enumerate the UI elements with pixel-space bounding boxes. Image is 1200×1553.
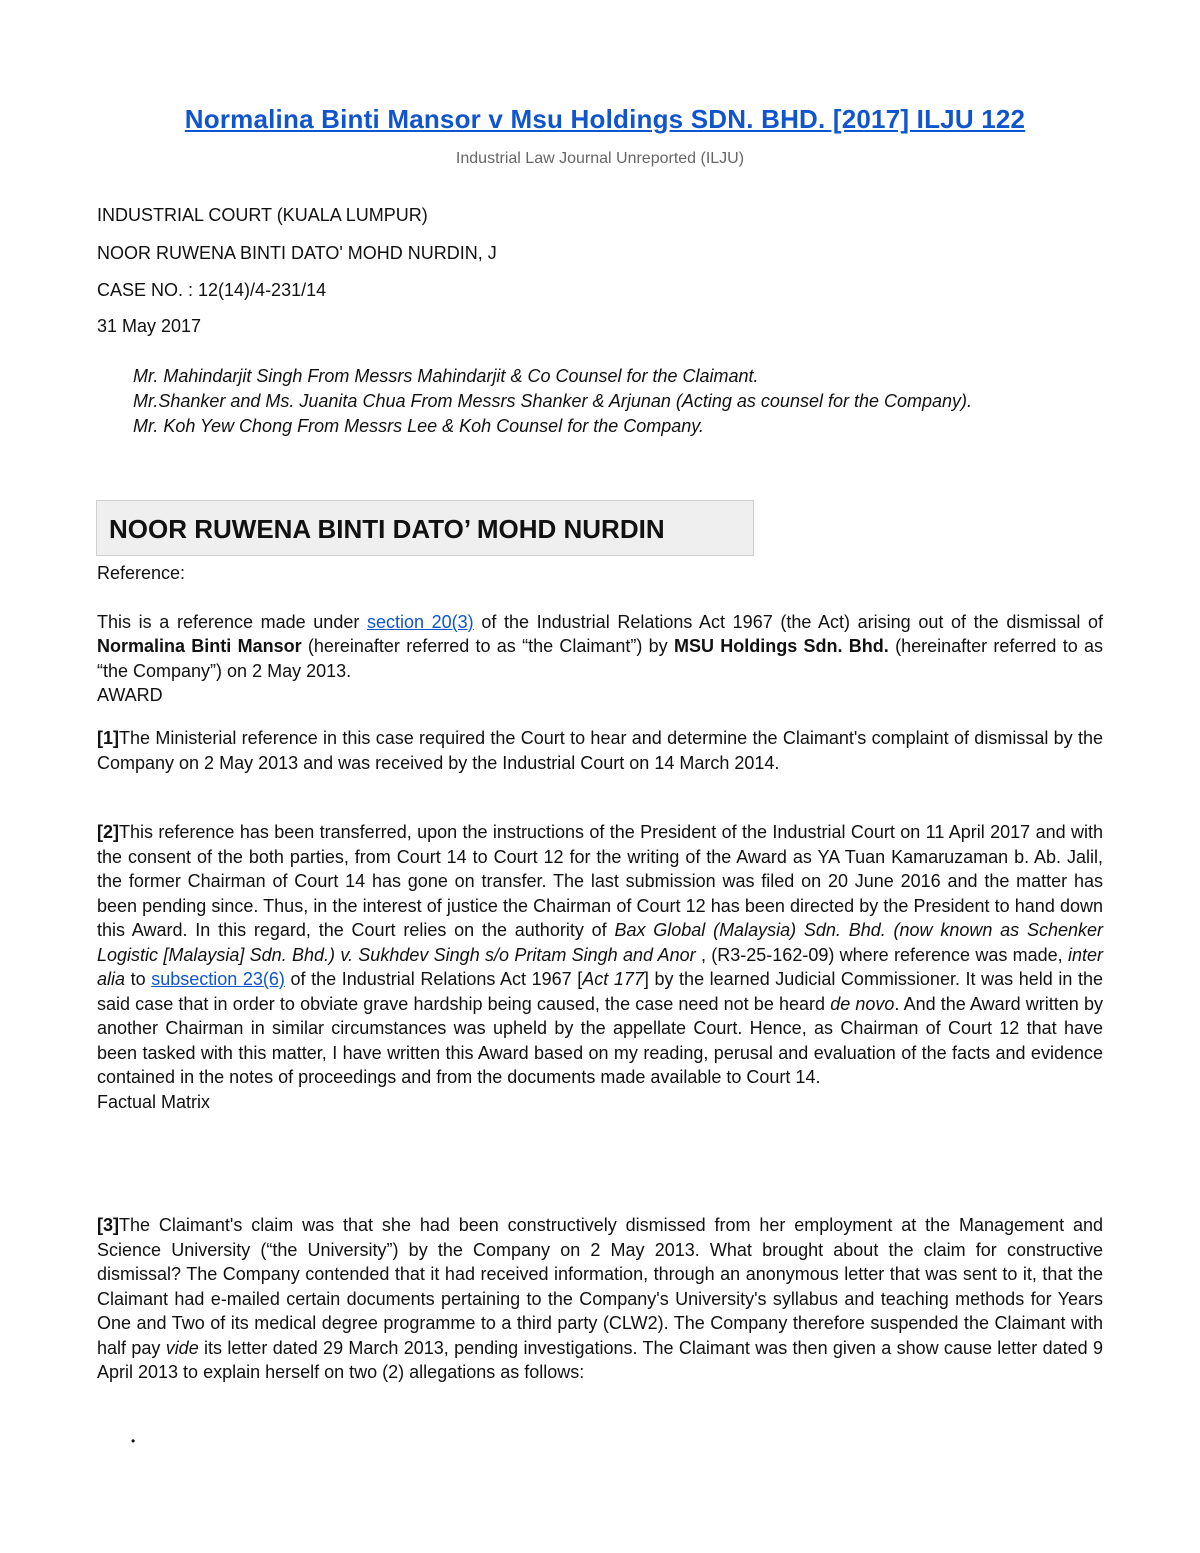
text: This reference has been transferred, upon the instructions of the President of the Industrial Court on 11 April 2017 and with the consent of the both parties, from Court 14 to Court 12 for the writing of the Award as YA Tuan Kamaruzaman b. Ab. Jalil, the former Chairman of Court 14 has gone on transfer. The last submission was filed on 20 June 2016 and the matter has been pending since. Thus, in the interest of justice the Chairman of Court 12 has been directed by the President to hand down this Award. In this regard, the Court relies on the authority of: [97, 822, 1103, 940]
counsel-company-1: Mr.Shanker and Ms. Juanita Chua From Messrs Shanker & Arjunan (Acting as counsel for the Company).: [133, 391, 973, 411]
award-label: AWARD: [97, 685, 163, 705]
text: of the Industrial Relations Act 1967 (the Act) arising out of the dismissal of: [473, 611, 1103, 632]
act-reference: Act 177: [582, 969, 644, 989]
journal-subtitle: Industrial Law Journal Unreported (ILJU): [455, 150, 745, 167]
section-heading-factual-matrix: Factual Matrix: [97, 1091, 211, 1112]
latin-term: vide: [165, 1337, 199, 1358]
latin-term: inter alia: [97, 944, 1103, 989]
subsection-23-6-link[interactable]: subsection 23(6): [151, 969, 285, 989]
text: . And the Award written by another Chairman in similar circumstances was upheld by the appellate Court. Hence, as Chairman of Court 12 that have been tasked with this matter, I have written this Award based on my reading, perusal and evaluation of the facts and evidence contained in the notes of proceedings and from the documents made available to Court 14.: [97, 993, 1103, 1087]
reference-label: Reference:: [97, 563, 186, 583]
text: ] by the learned Judicial Commissioner. It was held in the said case that in order to obviate grave hardship being caused, the case need not be heard: [97, 969, 1103, 1014]
judge-name: NOOR RUWENA BINTI DATO' MOHD NURDIN, J: [97, 243, 497, 263]
latin-term: de novo: [830, 993, 895, 1014]
counsel-list: [133, 364, 1053, 439]
text: The Claimant's claim was that she had been constructively dismissed from her employment at the Management and Science University (“the University”) by the Company on 2 May 2013. What brought about the claim for constructive dismissal? The Company contended that it had received information, through an anonymous letter that was sent to it, that the Claimant had e-mailed certain documents pertaining to the Company's University's syllabus and teaching methods for Years One and Two of its medical degree programme to a third party (CLW2). The Company therefore suspended the Claimant with half pay: [97, 1215, 1103, 1358]
judgment-date: 31 May 2017: [97, 316, 202, 336]
judge-heading: NOOR RUWENA BINTI DATO’ MOHD NURDIN: [96, 500, 754, 556]
counsel-company-2: Mr. Koh Yew Chong From Messrs Lee & Koh Counsel for the Company.: [133, 416, 704, 436]
text: (hereinafter referred to as “the Claimant”) by: [301, 636, 674, 656]
case-citation: Bax Global (Malaysia) Sdn. Bhd. (now known as Schenker Logistic [Malaysia] Sdn. Bhd.) v. Sukhdev Singh s/o Pritam Singh and Anor: [97, 920, 1103, 965]
text: its letter dated 29 March 2013, pending investigations. The Claimant was then given a show cause letter dated 9 April 2013 to explain herself on two (2) allegations as follows:: [97, 1337, 1103, 1382]
paragraph-text: The Ministerial reference in this case required the Court to hear and determine the Claimant's complaint of dismissal by the Company on 2 May 2013 and was received by the Industrial Court on 14 March 2014.: [97, 728, 1103, 773]
text: This is a reference made under: [97, 611, 367, 632]
paragraph-number: [3]: [97, 1215, 119, 1235]
paragraph-3: [97, 1213, 1103, 1385]
paragraph-number: [1]: [97, 728, 119, 748]
paragraph-2: [97, 820, 1103, 1114]
list-bullet: •: [131, 1434, 136, 1448]
section-20-3-link[interactable]: section 20(3): [366, 611, 474, 632]
court-name: INDUSTRIAL COURT (KUALA LUMPUR): [97, 205, 428, 225]
case-number: CASE NO. : 12(14)/4-231/14: [97, 280, 327, 300]
company-name: MSU Holdings Sdn. Bhd.: [673, 636, 889, 656]
reference-paragraph: [97, 610, 1103, 684]
paragraph-1: [97, 726, 1103, 775]
text: , (R3-25-162-09) where reference was made,: [695, 944, 1068, 965]
reference-section: [97, 561, 1103, 708]
counsel-claimant: Mr. Mahindarjit Singh From Messrs Mahindarjit & Co Counsel for the Claimant.: [133, 366, 759, 386]
text: to: [125, 969, 152, 989]
text: (hereinafter referred to as “the Company”) on 2 May 2013.: [97, 636, 1104, 681]
case-title-link[interactable]: Normalina Binti Mansor v Msu Holdings SDN. BHD. [2017] ILJU 122: [184, 104, 1026, 134]
claimant-name: Normalina Binti Mansor: [97, 636, 302, 656]
text: of the Industrial Relations Act 1967 [: [284, 969, 583, 989]
paragraph-number: [2]: [97, 822, 119, 842]
